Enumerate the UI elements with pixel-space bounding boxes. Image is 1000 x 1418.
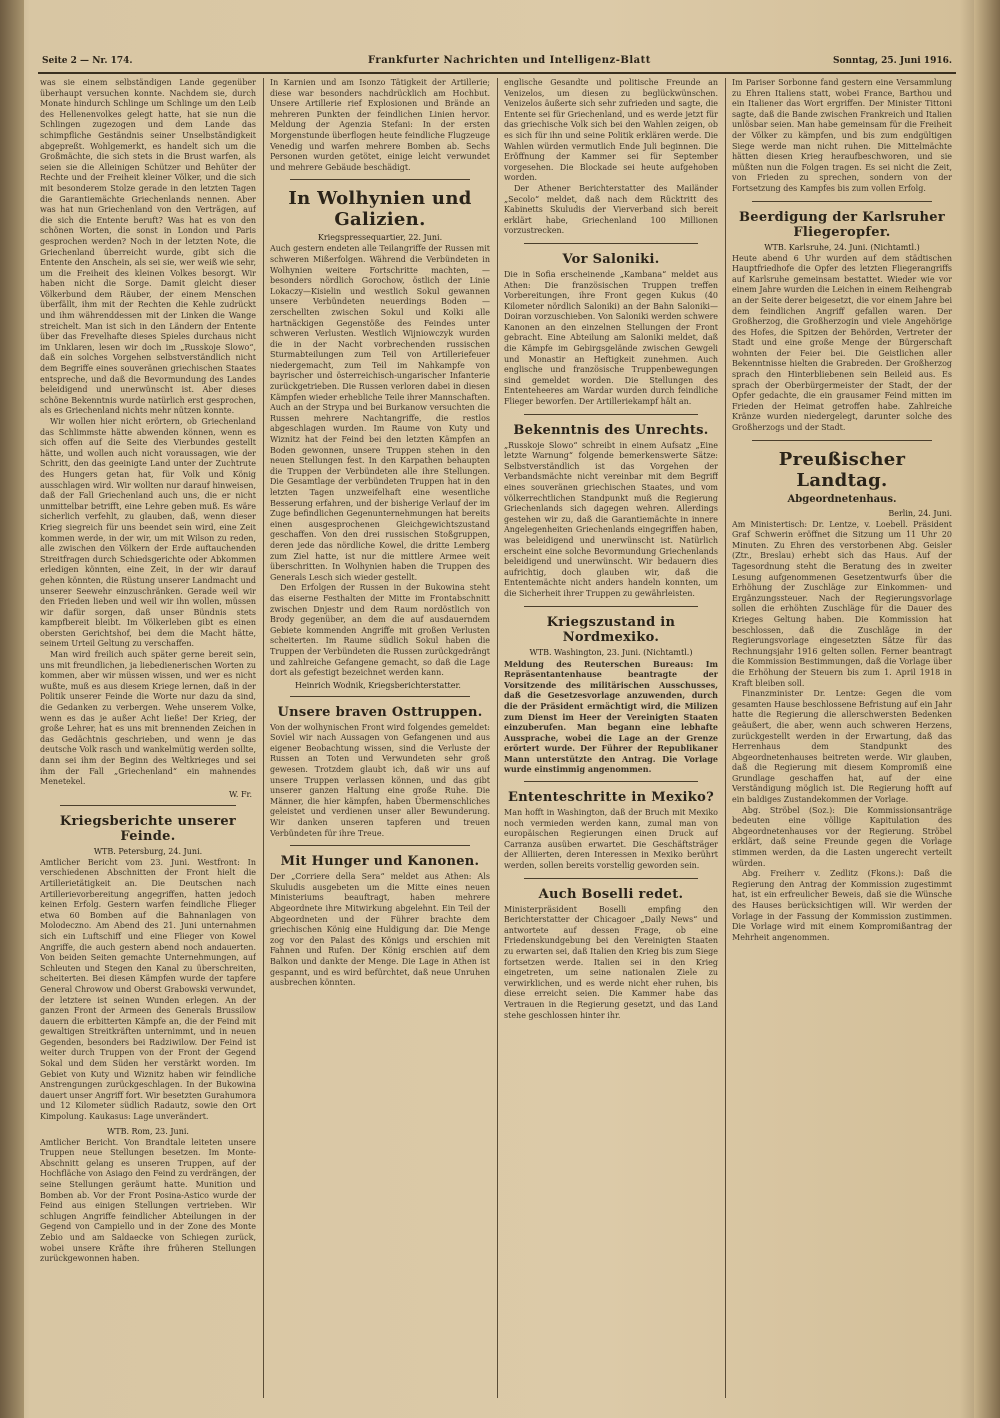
article-dateline: WTB. Petersburg, 24. Juni. bbox=[93, 846, 203, 856]
article-dateline: WTB. Rom, 23. Juni. bbox=[107, 1126, 189, 1136]
section-divider bbox=[290, 179, 470, 180]
article-title: Mit Hunger und Kanonen. bbox=[280, 854, 480, 870]
section-divider bbox=[752, 440, 932, 441]
column-2 bbox=[270, 78, 490, 1398]
article-text: Im Pariser Sorbonne fand gestern eine Versammlung zu Ehren Italiens statt, wobei France, Barthou und ein Italiener das Wort ergriffen. Der Minister Tittoni sagte, daß die Bande zwischen Frankreich und Italien unlösbar seien. Man habe gemeinsam für die Freiheit der Völker zu kämpfen, und bis zum endgültigen Siege werde man nicht ruhen. Die Mittelmächte hätten diesen Krieg heraufbeschworen, und sie müßten nun die Folgen tragen. Es sei nicht die Zeit, von Frieden zu sprechen, sondern von der Fortsetzung des Kampfes bis zum vollen Erfolg. bbox=[732, 78, 952, 193]
page-number: Seite 2 — Nr. 174. bbox=[42, 56, 133, 66]
article-text: Finanzminister Dr. Lentze: Gegen die vom gesamten Hause beschlossene Befristung auf ein Jahr hatte die Regierung die allerschwersten Bedenken geäußert, die aber, wenn auch schweren Herzens, zurückgestellt werden in der Erwartung, daß das Herrenhaus dem Standpunkt des Abgeordnetenhauses beitreten werde. Wir glauben, daß die Regierung mit diesem Kompromiß eine Grundlage geschaffen hat, auf der eine Verständigung möglich ist. Die Regierung hofft auf ein baldiges Zustandekommen der Vorlage. bbox=[732, 689, 952, 805]
article-title: In Wolhynien und Galizien. bbox=[288, 188, 472, 231]
page-right-edge bbox=[974, 0, 1000, 1418]
article-title: Auch Boselli redet. bbox=[538, 886, 684, 902]
section-divider bbox=[524, 243, 698, 244]
column-3 bbox=[504, 78, 718, 1398]
article-dateline: Berlin, 24. Juni. bbox=[888, 508, 952, 518]
article-text: Die in Sofia erscheinende „Kambana“ meldet aus Athen: Die französischen Truppen treffen Vorbereitungen, ihre Front gegen Kukus (40 Kilometer nördlich Saloniki) an der Bahn Saloniki—Doiran vorzuschieben. Von Saloniki werden schwere Kanonen an den einzelnen Stellungen der Front gebracht. Eine Abteilung am Saloniki meldet, daß die Kämpfe im Gebirgsgelände zwischen Gewgeli und Monastir an Heftigkeit zunehmen. Auch englische und französische Truppenbewegungen sind gemeldet worden. Die Stellungen des Ententeheeres am Wardar wurden durch feindliche Flieger beworfen. Der Artilleriekampf hält an. bbox=[504, 269, 718, 407]
article-title: Kriegszustand in Nordmexiko. bbox=[546, 614, 676, 645]
article-title: Ententeschritte in Mexiko? bbox=[507, 790, 714, 806]
article-text: Amtlicher Bericht vom 23. Juni. Westfront: In verschiedenen Abschnitten der Front hielt die Artillerietätigkeit an. Die Deutschen nach Artillerievorbereitung angegriffen, hatten jedoch keinen Erfolg. Gestern warfen feindliche Flieger etwa 60 Bomben auf die Bahnanlagen von Molodeczno. Am Abend des 21. Juni unternahmen sich ein Luftschiff und eine Flieger von Kowel Angriffe, die auch gestern abend noch andauerten. Von beiden Seiten gemachte Unternehmungen, auf Schleuten und Stegen den Kanal zu überschreiten, scheiterten. Bei diesen Kämpfen wurde der tapfere General Chrowow und Oberst Grabowski verwundet, der letztere ist seinen Wunden erlegen. An der ganzen Front der Armeen des Generals Brussilow dauern die erbitterten Kämpfe an, die der Feind mit gewaltigen Streitkräften unternimmt, und in neuen Gegenden, besonders bei Radziwilow. Der Feind ist weiter durch Truppen von der Front der Gegend Sokal und dem Süden her verstärkt worden. Im Gebiet von Kuty und Wiznitz haben wir feindliche Anstrengungen zurückgeschlagen. In der Bukowina dauert unser Angriff fort. Wir besetzten Gurahumora und 12 Kilometer südlich Radautz, sowie den Ort Kimpolung. Kaukasus: Lage unverändert. bbox=[40, 857, 256, 1122]
article-text: Den Erfolgen der Russen in der Bukowina steht das eiserne Festhalten der Mitte im Frontabschnitt zwischen Dnjestr und dem Raum nordöstlich von Brody gegenüber, an dem die auf ausdauerndem Gebiete kommenden Angriffe mit großen Verlusten scheiterten. Im Raume südlich Sokul haben die Truppen der Verbündeten die Russen zurückgedrängt und zahlreiche Gefangene gemacht, so daß die Lage dort als gefestigt bezeichnet werden kann. bbox=[270, 583, 490, 678]
article-title: Beerdigung der Karlsruher Fliegeropfer. bbox=[739, 209, 945, 240]
article-text: Man hofft in Washington, daß der Bruch mit Mexiko noch vermieden werden kann, zumal man von europäischen Regierungen einen Druck auf Carranza ausüben erwartet. Die Geschäftsträger der Alliierten, deren Interessen in Mexiko berührt werden, sollen bereits vorstellig geworden sein. bbox=[504, 808, 718, 871]
section-divider bbox=[524, 414, 698, 415]
article-dateline: WTB. Karlsruhe, 24. Juni. (Nichtamtl.) bbox=[764, 242, 920, 252]
article-text: was sie einem selbständigen Lande gegenüber überhaupt versuchen konnte. Nachdem sie, durch Monate hindurch Schlinge um Schlinge um den Leib des Hellenenvolkes gelegt hatte, hat sie nun die Schlingen zugezogen und dem Lande das schimpfliche Geständnis seiner Unselbständigkeit abgepreßt. Wohlgemerkt, es handelt sich um die Großmächte, die sich stets in die Brust warfen, als seien sie die Alleinigen Schützer und Behüter der Rechte und der Freiheit kleiner Völker, und die sich mit besonderem Stolze gerade in den letzten Tagen die Garantiemächte Griechenlands nennen. Aber was hat nun Griechenland von den Verträgen, auf die sich die Entente beruft? Was hat es von den schönen Worten, die sonst in London und Paris gesprochen werden? Noch in der letzten Note, die Griechenland überreicht wurde, gibt sich die Entente den Anschein, als sei sie, wer weiß wie sehr, um die Freiheit des kleinen Volkes besorgt. Wir haben nicht die Sorge. Damit gleicht dieser Völkerbund dem Räuber, der einem Menschen überfällt, ihm mit der Rechten die Kehle zudrückt und ihm währenddessen mit der Linken die Wange streichelt. Man ist sich in den Ländern der Entente über das Frevelhafte dieses Spieles durchaus nicht im Unklaren, lesen wir doch im „Russkoje Slowo“, daß ein solches Vorgehen selbstverständlich nicht dem Begriffe eines souveränen griechischen Staates entspreche, und daß die Bevormundung des Landes beleidigend und unerwünscht ist. Aber dieses schöne Bekenntnis wurde natürlich erst gesprochen, als es Griechenland nichts mehr nützen konnte. bbox=[40, 78, 256, 416]
section-divider bbox=[60, 805, 236, 806]
article-dateline: Kriegspressequartier, 22. Juni. bbox=[317, 233, 443, 243]
section-divider bbox=[524, 606, 698, 607]
article-title: Kriegsberichte unserer Feinde. bbox=[59, 813, 237, 844]
article-text: Heute abend 6 Uhr wurden auf dem städtischen Hauptfriedhofe die Opfer des letzten Fliegerangriffs auf Karlsruhe gemeinsam bestattet. Wieder wie vor einem Jahre wurden die Leichen in einem Reihengrab an der Seite derer beigesetzt, die vor einem Jahre bei dem feindlichen Angriff gefallen waren. Der Großherzog, die Großherzogin und viele Angehörige des Hofes, die Spitzen der Behörden, Vertreter der Stadt und eine große Menge der Bürgerschaft wohnten der Feier bei. Die Geistlichen aller Bekenntnisse hielten die Grabreden. Der Großherzog sprach den Hinterbliebenen sein Beileid aus. Es sprach der Oberbürgermeister der Stadt, der der Opfer gedachte, die ein grausamer Feind mitten im Frieden der Heimat getroffen habe. Zahlreiche Kränze wurden niedergelegt, darunter solche des Großherzogs und der Stadt. bbox=[732, 253, 952, 433]
article-text: In Karnien und am Isonzo Tätigkeit der Artillerie; diese war besonders nachdrücklich am Hochbut. Unsere Artillerie rief Explosionen und Brände an mehreren Punkten der feindlichen Linien hervor. Meldung der Agenzia Stefani: In der ersten Morgenstunde überflogen heute feindliche Flugzeuge Venedig und warfen mehrere Bomben ab. Sechs Personen wurden getötet, einige leicht verwundet und mehrere Gebäude beschädigt. bbox=[270, 78, 490, 172]
column-rule bbox=[725, 78, 726, 1398]
issue-date: Sonntag, 25. Juni 1916. bbox=[832, 56, 952, 66]
article-text: Abg. Ströbel (Soz.): Die Kommissionsanträge bedeuten eine völlige Kapitulation des Abgeordnetenhauses vor der Regierung. Ströbel erklärt, daß seine Freunde gegen die Vorlage stimmen werden, da die Lasten ungerecht verteilt würden. bbox=[732, 805, 952, 868]
article-title: Bekenntnis des Unrechts. bbox=[513, 422, 709, 438]
column-rule bbox=[263, 78, 264, 1398]
section-divider bbox=[524, 878, 698, 879]
column-1 bbox=[40, 78, 256, 1398]
article-text: Auch gestern endeten alle Teilangriffe der Russen mit schweren Mißerfolgen. Während die Verbündeten in Wolhynien weitere Fortschritte machten, — besonders nördlich Gorochow, östlich der Linie Lokaczy—Kisielin und westlich Sokul gewannen unsere Verbündeten neuerdings Boden — zerschellten zwischen Sokul und Kolki alle hartnäckigen Gegenstöße des Feindes unter schweren Verlusten. Westlich Wijniowczyk wurden die in der Nacht vorbrechenden russischen Sturmabteilungen zum Teil von Artilleriefeuer niedergemacht, zum Teil im Nahkampfe von bayrischer und österreichisch-ungarischer Infanterie zurückgetrieben. Die Russen verloren dabei in diesen Kämpfen wieder erhebliche Teile ihrer Mannschaften. Auch an der Strypa und bei Burkanow versuchten die Russen mehrere Nachtangriffe, die restlos abgeschlagen wurden. Im Raume von Kuty und Wiznitz hat der Feind bei den letzten Kämpfen an Boden gewonnen, unsere Truppen stehen in den neuen Stellungen fest. In den Karpathen behaupten die Truppen der Verbündeten alle ihre Stellungen. Die Gesamtlage der verbündeten Truppen hat in den letzten Tagen unzweifelhaft eine wesentliche Besserung erfahren, und der bisherige Verlauf der im Zuge befindlichen Gegenunternehmungen hat bereits einen ausgesprochenen Gleichgewichtszustand geschaffen. Von den drei russischen Stoßgruppen, deren jede das nördliche Kowel, die dritte Lemberg zum Ziel hatte, ist nur die mittlere Armee weit überschritten. In Wolhynien haben die Truppen des Generals Lesch sich wieder gestellt. bbox=[270, 244, 490, 582]
article-text: Am Ministertisch: Dr. Lentze, v. Loebell. Präsident Graf Schwerin eröffnet die Sitzung um 11 Uhr 20 Minuten. Zu Ehren des verstorbenen Abg. Geisler (Ztr., Breslau) erhebt sich das Haus. Auf der Tagesordnung steht die Beratung des in zweiter Lesung aufgenommenen Gesetzentwurfs über die Erhöhung der Zuschläge zur Einkommen- und Ergänzungssteuer. Nach der Regierungsvorlage sollen die erhöhten Zuschläge für die Dauer des Krieges Geltung haben. Die Kommission hat beschlossen, daß die Zuschläge in der Regierungsvorlage eingesetzten Sätze für das Rechnungsjahr 1916 gelten sollen. Ferner beantragt die Kommission Bestimmungen, daß die Vorlage über die Erhöhung der Steuern bis zum 1. April 1918 in Kraft bleiben soll. bbox=[732, 519, 952, 688]
article-text: „Russkoje Slowo“ schreibt in einem Aufsatz „Eine letzte Warnung“ folgende bemerkenswerte Sätze: Selbstverständlich ist das Vorgehen der Verbandsmächte nicht vereinbar mit dem Begriff eines souveränen griechischen Staates, und vom völkerrechtlichen Standpunkt muß die Regierung Griechenlands sich dagegen wehren. Allerdings gestehen wir zu, daß die Garantiemächte in innere Angelegenheiten Griechenlands eingegriffen haben, was beleidigend und unerwünscht ist. Natürlich erscheint eine solche Bevormundung Griechenlands beleidigend und unerwünscht. Wir bedauern dies aufrichtig, doch glauben wir, daß die Ententemächte nicht anders handeln konnten, um die Sicherheit ihrer Truppen zu gewährleisten. bbox=[504, 440, 718, 598]
article-text: Ministerpräsident Boselli empfing den Berichterstatter der Chicagoer „Daily News“ und antwortete auf dessen Frage, ob eine Friedenskundgebung bei den Vereinigten Staaten zu erwarten sei, daß Italien den Krieg bis zum Siege fortsetzen werde. Italien sei in den Krieg eingetreten, um seine nationalen Ziele zu verwirklichen, und es werde nicht eher ruhen, bis diese erreicht seien. Die Kammer habe das Vertrauen in die Regierung gesetzt, und das Land stehe geschlossen hinter ihr. bbox=[504, 904, 718, 1020]
article-text: Man wird freilich auch später gerne bereit sein, uns mit freundlichen, ja liebedienerischen Worten zu kommen, aber wir müssen wissen, und wer es nicht wußte, muß es aus diesem Kriege lernen, daß in der Politik unserer Feinde die Worte nur dazu da sind, die Gedanken zu verbergen. Wehe unserem Volke, wenn es das je außer Acht ließe! Der Krieg, der große Lehrer, hat es uns mit brennenden Zeichen in das Gedächtnis geschrieben, und wenn je das deutsche Volk rasch und wankelmütig werden sollte, dann sei ihm der Beginn des Weltkrieges und sei ihm der Fall „Griechenland“ ein mahnendes Menetekel. bbox=[40, 650, 256, 787]
article-dateline: WTB. Washington, 23. Juni. (Nichtamtl.) bbox=[529, 647, 693, 657]
article-title: Unsere braven Osttruppen. bbox=[277, 704, 483, 720]
article-text: Wir wollen hier nicht erörtern, ob Griechenland das Schlimmste hätte abwenden können, wenn es sich offen auf die Seite des Vierbundes gestellt hätte, und wollen auch nicht voraussagen, wie der Schritt, den das geeinigte Land unter der Zuchtrute des Hungers getan hat, für Volk und König ausschlagen wird. Wir wollten nur darauf hinweisen, daß der Fall Griechenland auch uns, die er nicht unmittelbar betrifft, eine Lehre geben muß. Es wäre sicherlich verfehlt, zu glauben, daß, wenn dieser Krieg siegreich für uns beendet sein wird, eine Zeit kommen werde, in der wir, um mit Wilson zu reden, alle zwischen den Völkern der Erde auftauchenden Streitfragen durch Schiedsgerichte oder Abkommen erledigen könnten, eine Zeit, in der wir darauf gehen könnten, die Rüstung unserer Landmacht und unserer Seewehr einzuschränken. Gerade weil wir den Frieden lieben und weil wir ihn wollen, müssen wir dafür sorgen, daß unser Bündnis stets kampfbereit bleibt. Im Völkerleben gibt es einen obersten Gerichtshof, bei dem die Macht hätte, seinem Urteil Geltung zu verschaffen. bbox=[40, 417, 256, 649]
page-binding-edge bbox=[0, 0, 24, 1418]
article-text: Von der wolhynischen Front wird folgendes gemeldet: Soviel wir nach Aussagen von Gefangenen und aus eigener Beobachtung wissen, sind die Verluste der Russen an Toten und Verwundeten sehr groß gewesen. Trotzdem glaubt ich, daß wir uns auf unsere Truppen verlassen können, und das gibt unserer ganzen Haltung eine große Ruhe. Die Männer, die hier kämpfen, haben Übermenschliches geleistet und verdienen unser aller Bewunderung. Wir danken unseren tapferen und treuen Verbündeten für ihre Treue. bbox=[270, 722, 490, 838]
author-signature: W. Fr. bbox=[229, 789, 252, 799]
article-title: Vor Saloniki. bbox=[562, 251, 660, 267]
author-signature: Heinrich Wodnik, Kriegsberichterstatter. bbox=[295, 680, 461, 690]
column-rule bbox=[497, 78, 498, 1398]
section-divider bbox=[752, 201, 932, 202]
article-text: englische Gesandte und politische Freunde an Venizelos, um diesen zu beglückwünschen. Venizelos äußerte sich sehr zufrieden und sagte, die Entente sei für Griechenland, und es werde jetzt für das griechische Volk sich bei den Wahlen zeigen, ob es sich für ihn und seine Politik erklären werde. Die Wahlen würden vermutlich Ende Juli beginnen. Die Eröffnung der Kammer sei für September vorgesehen. Die Blockade sei heute aufgehoben worden. bbox=[504, 78, 718, 183]
article-text: Der „Corriere della Sera“ meldet aus Athen: Als Skuludis ausgebeten um die Mitte eines neuen Ministeriums beauftragt, haben mehrere Abgeordnete ihre Mitwirkung abgelehnt. Ein Teil der Abgeordneten und der Führer brachte dem griechischen König eine Huldigung dar. Die Menge zog vor den Palast des Königs und erschien mit Fahnen und Rufen. Der König erschien auf dem Balkon und dankte der Menge. Die Lage in Athen ist gespannt, und es wird befürchtet, daß neue Unruhen ausbrechen könnten. bbox=[270, 872, 490, 988]
article-subtitle: Abgeordnetenhaus. bbox=[787, 493, 897, 505]
section-divider bbox=[290, 696, 470, 697]
masthead: Frankfurter Nachrichten und Intelligenz-Blatt bbox=[368, 55, 651, 66]
column-4 bbox=[732, 78, 952, 1398]
section-divider bbox=[524, 781, 698, 782]
article-title: Preußischer Landtag. bbox=[778, 448, 906, 491]
article-text: Meldung des Reuterschen Bureaus: Im Repräsentantenhause beantragte der Vorsitzende des militärischen Ausschusses, daß die Gesetzesvorlage anzuwenden, durch die der Präsident ermächtigt wird, die Milizen zum Dienst im Heer der Vereinigten Staaten einzuberufen. Man begann eine lebhafte Aussprache, wobei die Lage an der Grenze erörtert wurde. Der Führer der Republikaner Mann unterstützte den Antrag. Die Vorlage wurde einstimmig angenommen. bbox=[504, 658, 718, 775]
section-divider bbox=[290, 845, 470, 846]
page-header bbox=[38, 54, 956, 74]
article-text: Der Athener Berichterstatter des Mailänder „Secolo“ meldet, daß nach dem Rücktritt des Kabinetts Skuludis der Vierverband sich bereit erklärt habe, Griechenland 100 Millionen vorzustrecken. bbox=[504, 183, 718, 236]
article-text: Amtlicher Bericht. Von Brandtale leiteten unsere Truppen neue Stellungen besetzen. Im Monte-Abschnitt gelang es unseren Truppen, auf der Hochfläche von Asiago den Feind zu verdrängen, der seine Stellungen geräumt hatte. Munition und Bomben ab. Vor der Front Posina-Astico wurde der Feind aus einigen Stellungen vertrieben. Wir schlugen Angriffe feindlicher Abteilungen in der Gegend von Campiello und in der Zone des Monte Zebio und am Saldaecke von Schiegen zurück, wobei unsere Kräfte ihre früheren Stellungen zurückgewonnen haben. bbox=[40, 1137, 256, 1264]
article-text: Abg. Freiherr v. Zedlitz (Fkons.): Daß die Regierung den Antrag der Kommission zugestimmt hat, ist ein erfreulicher Beweis, daß sie die Wünsche des Hauses berücksichtigen will. Wir werden der Vorlage in der Fassung der Kommission zustimmen. Die Vorlage wird mit einem Kompromißantrag der Mehrheit angenommen. bbox=[732, 869, 952, 942]
